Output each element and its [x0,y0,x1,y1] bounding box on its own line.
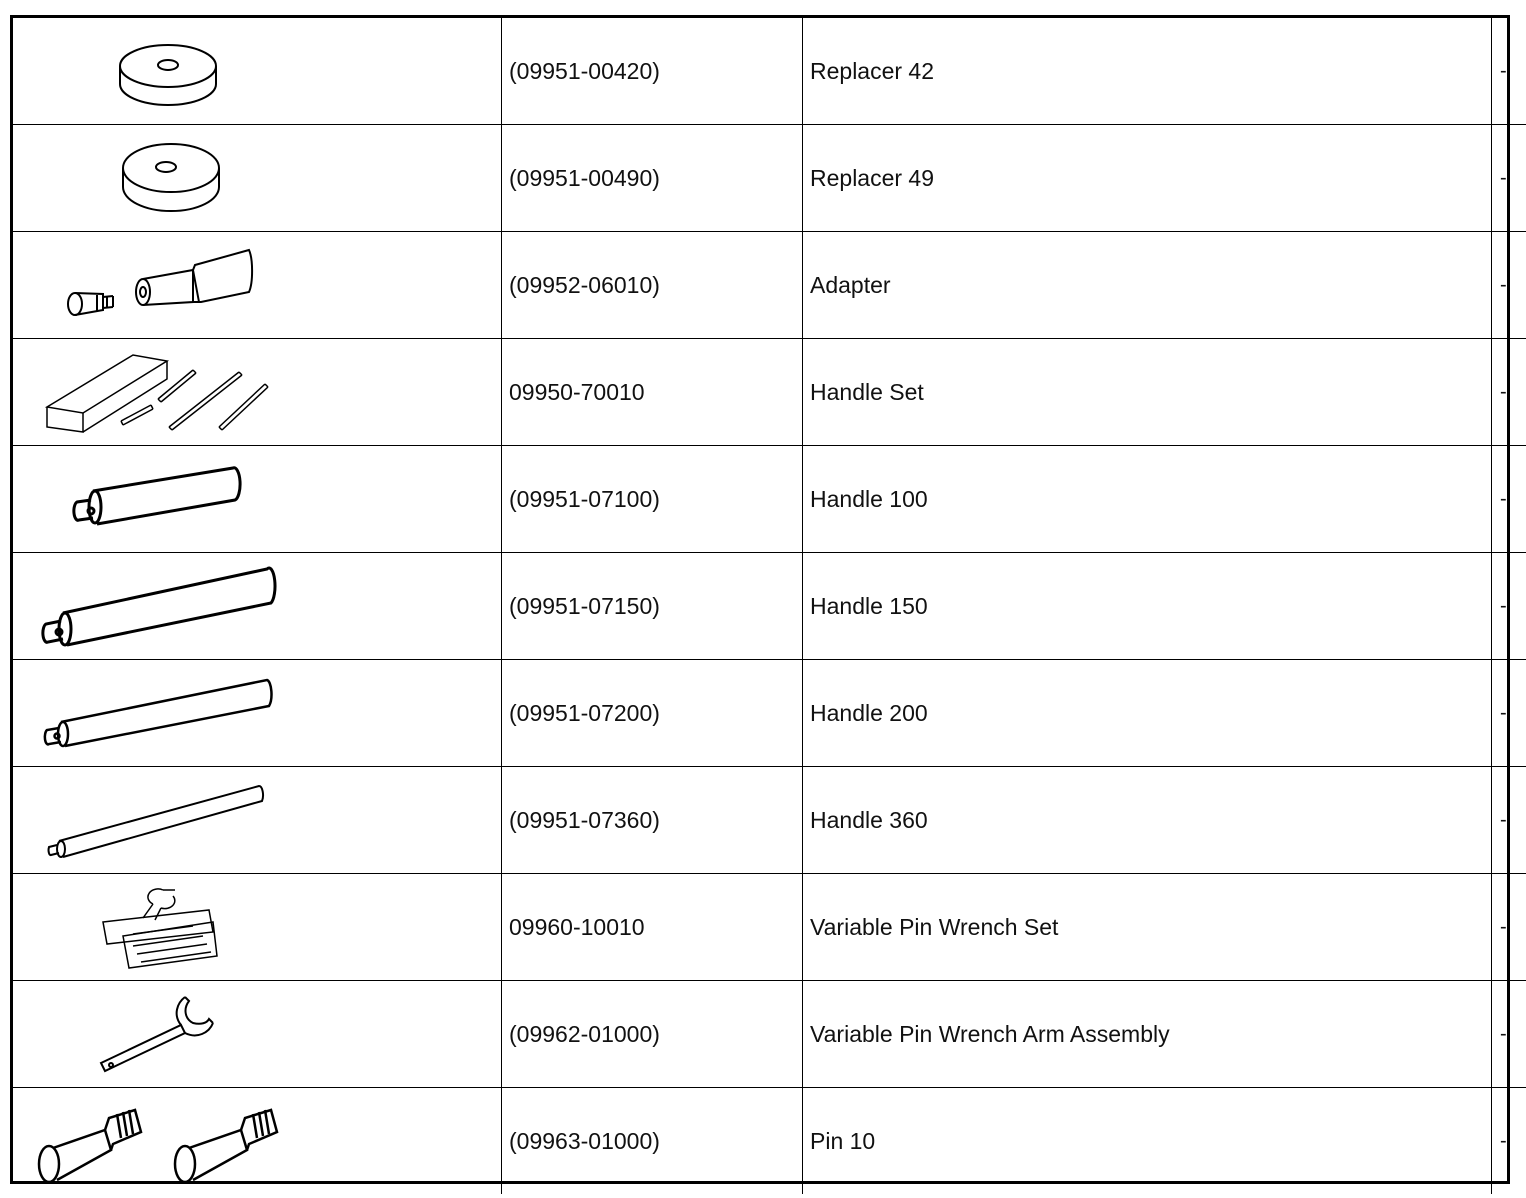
table-row [13,660,1526,767]
part-number: (09963-01000) [502,1088,803,1195]
note: - [1492,981,1526,1088]
note: - [1492,232,1526,339]
table-row [13,18,1526,125]
part-number: (09951-07360) [502,767,803,874]
tool-illustration-cell [13,981,502,1088]
table-row [13,232,1526,339]
tool-illustration-cell [13,232,502,339]
part-number: (09952-06010) [502,232,803,339]
tool-name: Pin 10 [803,1088,1492,1195]
part-number: (09951-00420) [502,18,803,125]
handle-icon [13,553,501,659]
note: - [1492,125,1526,232]
tool-name: Handle 360 [803,767,1492,874]
tool-illustration-cell [13,18,502,125]
note: - [1492,1088,1526,1195]
tool-name: Variable Pin Wrench Set [803,874,1492,981]
tool-name: Variable Pin Wrench Arm Assembly [803,981,1492,1088]
part-number: (09951-07150) [502,553,803,660]
adapter-icon [13,232,501,338]
tool-name: Handle 100 [803,446,1492,553]
tool-name: Adapter [803,232,1492,339]
tool-illustration-cell [13,339,502,446]
note: - [1492,553,1526,660]
pin-wrench-arm-icon [13,981,501,1087]
tool-illustration-cell [13,125,502,232]
tool-name: Replacer 42 [803,18,1492,125]
handle-icon [13,767,501,873]
note: - [1492,874,1526,981]
table-row [13,981,1526,1088]
tool-illustration-cell [13,660,502,767]
tool-name: Handle 150 [803,553,1492,660]
part-number: (09951-07200) [502,660,803,767]
pin-icon [13,1088,501,1194]
note: - [1492,446,1526,553]
table-row [13,1088,1526,1195]
replacer-disc-icon [13,18,501,124]
special-tools-table [10,15,1510,1184]
tool-illustration-cell [13,874,502,981]
tool-illustration-cell [13,553,502,660]
table-row [13,767,1526,874]
part-number: (09951-07100) [502,446,803,553]
tools-table [13,18,1526,1194]
note: - [1492,339,1526,446]
table-row [13,553,1526,660]
tool-name: Handle 200 [803,660,1492,767]
table-row [13,125,1526,232]
table-row [13,874,1526,981]
tool-illustration-cell [13,1088,502,1195]
tool-illustration-cell [13,767,502,874]
handle-icon [13,660,501,766]
handle-set-icon [13,339,501,445]
pin-wrench-set-icon [13,874,501,980]
tool-name: Handle Set [803,339,1492,446]
table-row [13,446,1526,553]
table-row [13,339,1526,446]
part-number: (09962-01000) [502,981,803,1088]
note: - [1492,767,1526,874]
part-number: 09960-10010 [502,874,803,981]
note: - [1492,18,1526,125]
tool-name: Replacer 49 [803,125,1492,232]
part-number: (09951-00490) [502,125,803,232]
part-number: 09950-70010 [502,339,803,446]
note: - [1492,660,1526,767]
tool-illustration-cell [13,446,502,553]
replacer-disc-icon [13,125,501,231]
handle-icon [13,446,501,552]
